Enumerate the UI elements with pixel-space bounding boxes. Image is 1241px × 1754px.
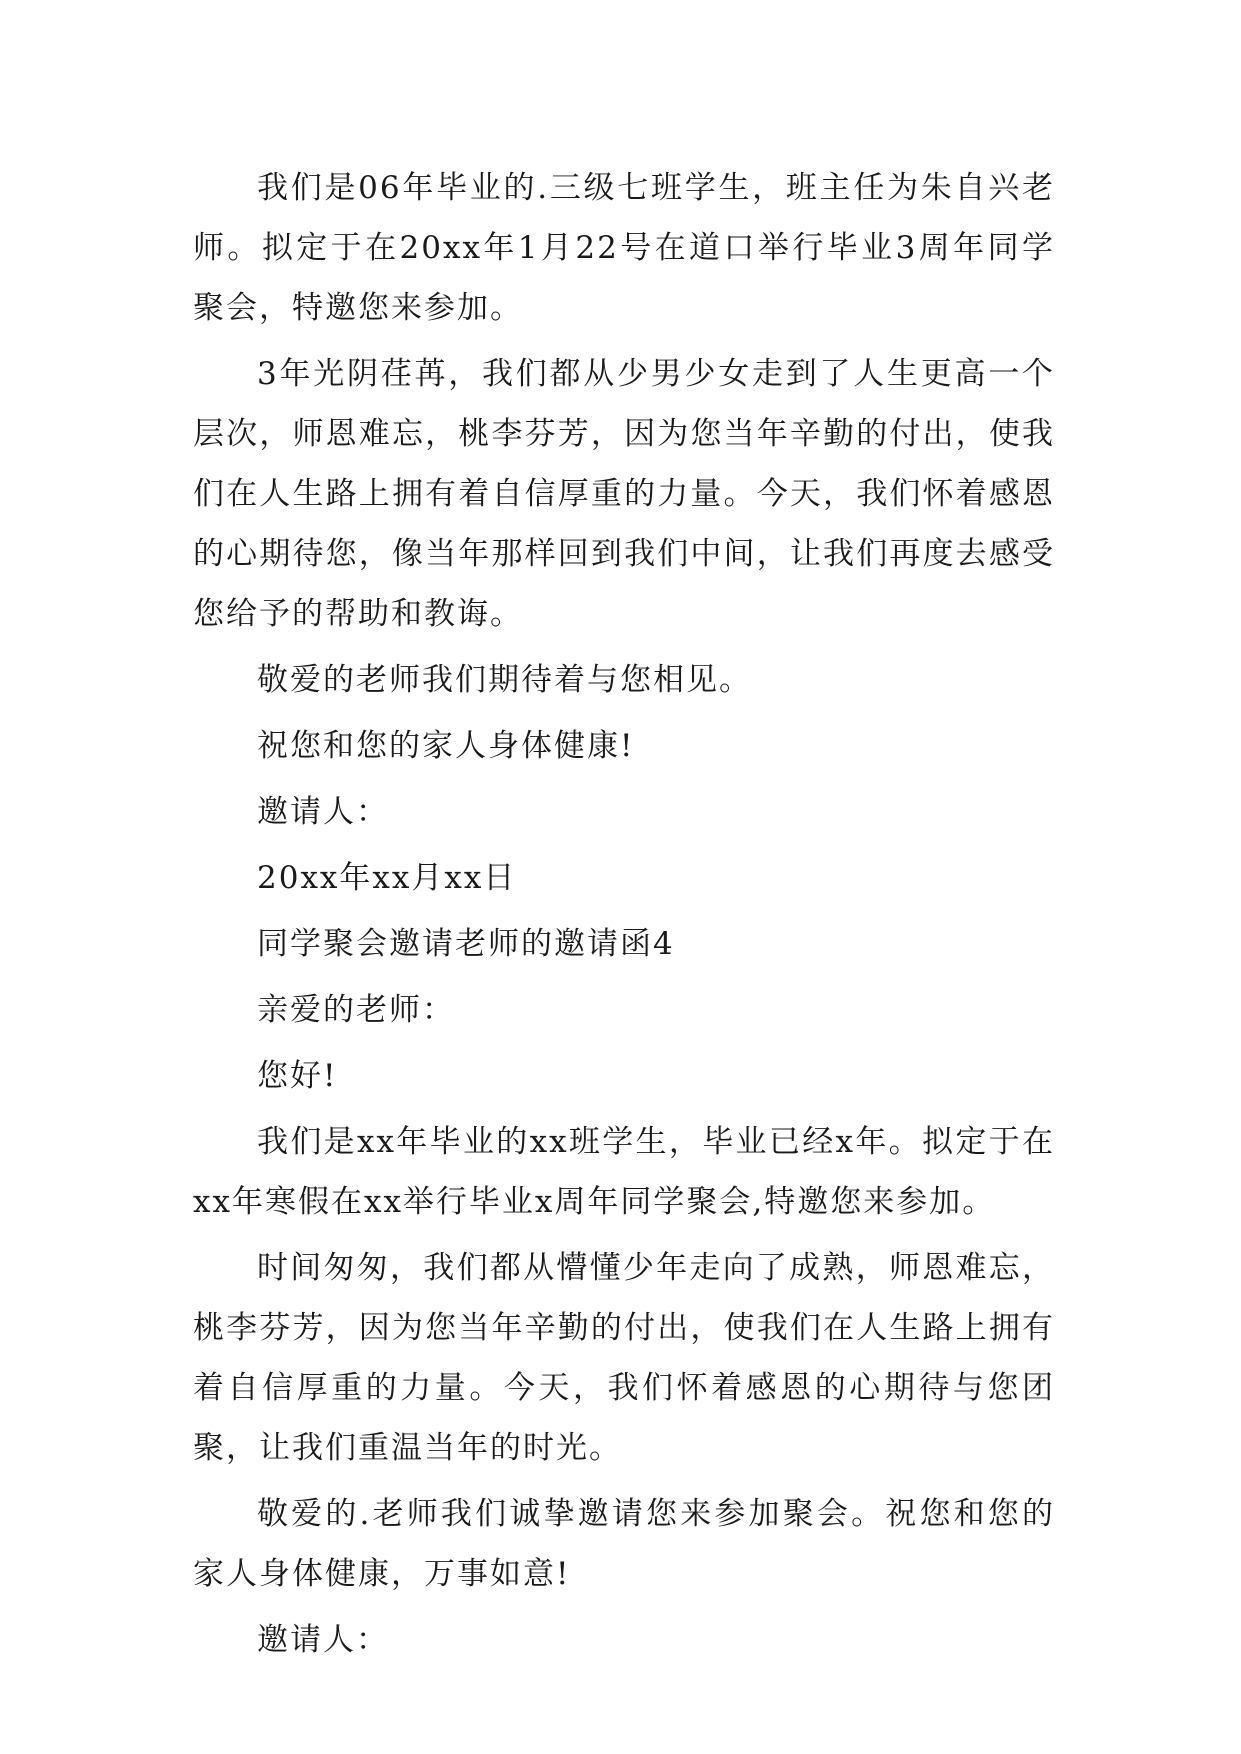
salutation: 亲爱的老师： — [257, 992, 455, 1028]
paragraph-invitation-details: 我们是06年毕业的.三级七班学生，班主任为朱自兴老师。拟定于在20xx年1月22号在道口举行毕业3周年同学聚会，特邀您来参加。 — [193, 170, 1055, 326]
greeting: 您好! — [257, 1058, 338, 1094]
paragraph-closing-wishes: 敬爱的.老师我们诚挚邀请您来参加聚会。祝您和您的家人身体健康，万事如意! — [193, 1496, 1055, 1592]
paragraph-gratitude-2: 时间匆匆，我们都从懵懂少年走向了成熟，师恩难忘，桃李芬芳，因为您当年辛勤的付出，使我们在人生路上拥有着自信厚重的力量。今天，我们怀着感恩的心期待与您团聚，让我们重温当年的时光。 — [193, 1250, 1055, 1466]
paragraph-gratitude: 3年光阴荏苒，我们都从少男少女走到了人生更高一个层次，师恩难忘，桃李芬芳，因为您当年辛勤的付出，使我们在人生路上拥有着自信厚重的力量。今天，我们怀着感恩的心期待您，像当年那样回到我们中间，让我们再度去感受您给予的帮助和教诲。 — [193, 356, 1055, 632]
date-line: 20xx年xx月xx日 — [257, 860, 517, 896]
inviter-label: 邀请人： — [257, 794, 389, 830]
section-title: 同学聚会邀请老师的邀请函4 — [257, 926, 675, 962]
document-body — [193, 158, 1055, 1676]
paragraph-wishes: 祝您和您的家人身体健康! — [257, 728, 635, 764]
inviter-label-2: 邀请人： — [257, 1622, 389, 1658]
paragraph-looking-forward: 敬爱的老师我们期待着与您相见。 — [257, 662, 752, 698]
paragraph-invitation-details-2: 我们是xx年毕业的xx班学生，毕业已经x年。拟定于在xx年寒假在xx举行毕业x周年同学聚会,特邀您来参加。 — [193, 1124, 1055, 1220]
